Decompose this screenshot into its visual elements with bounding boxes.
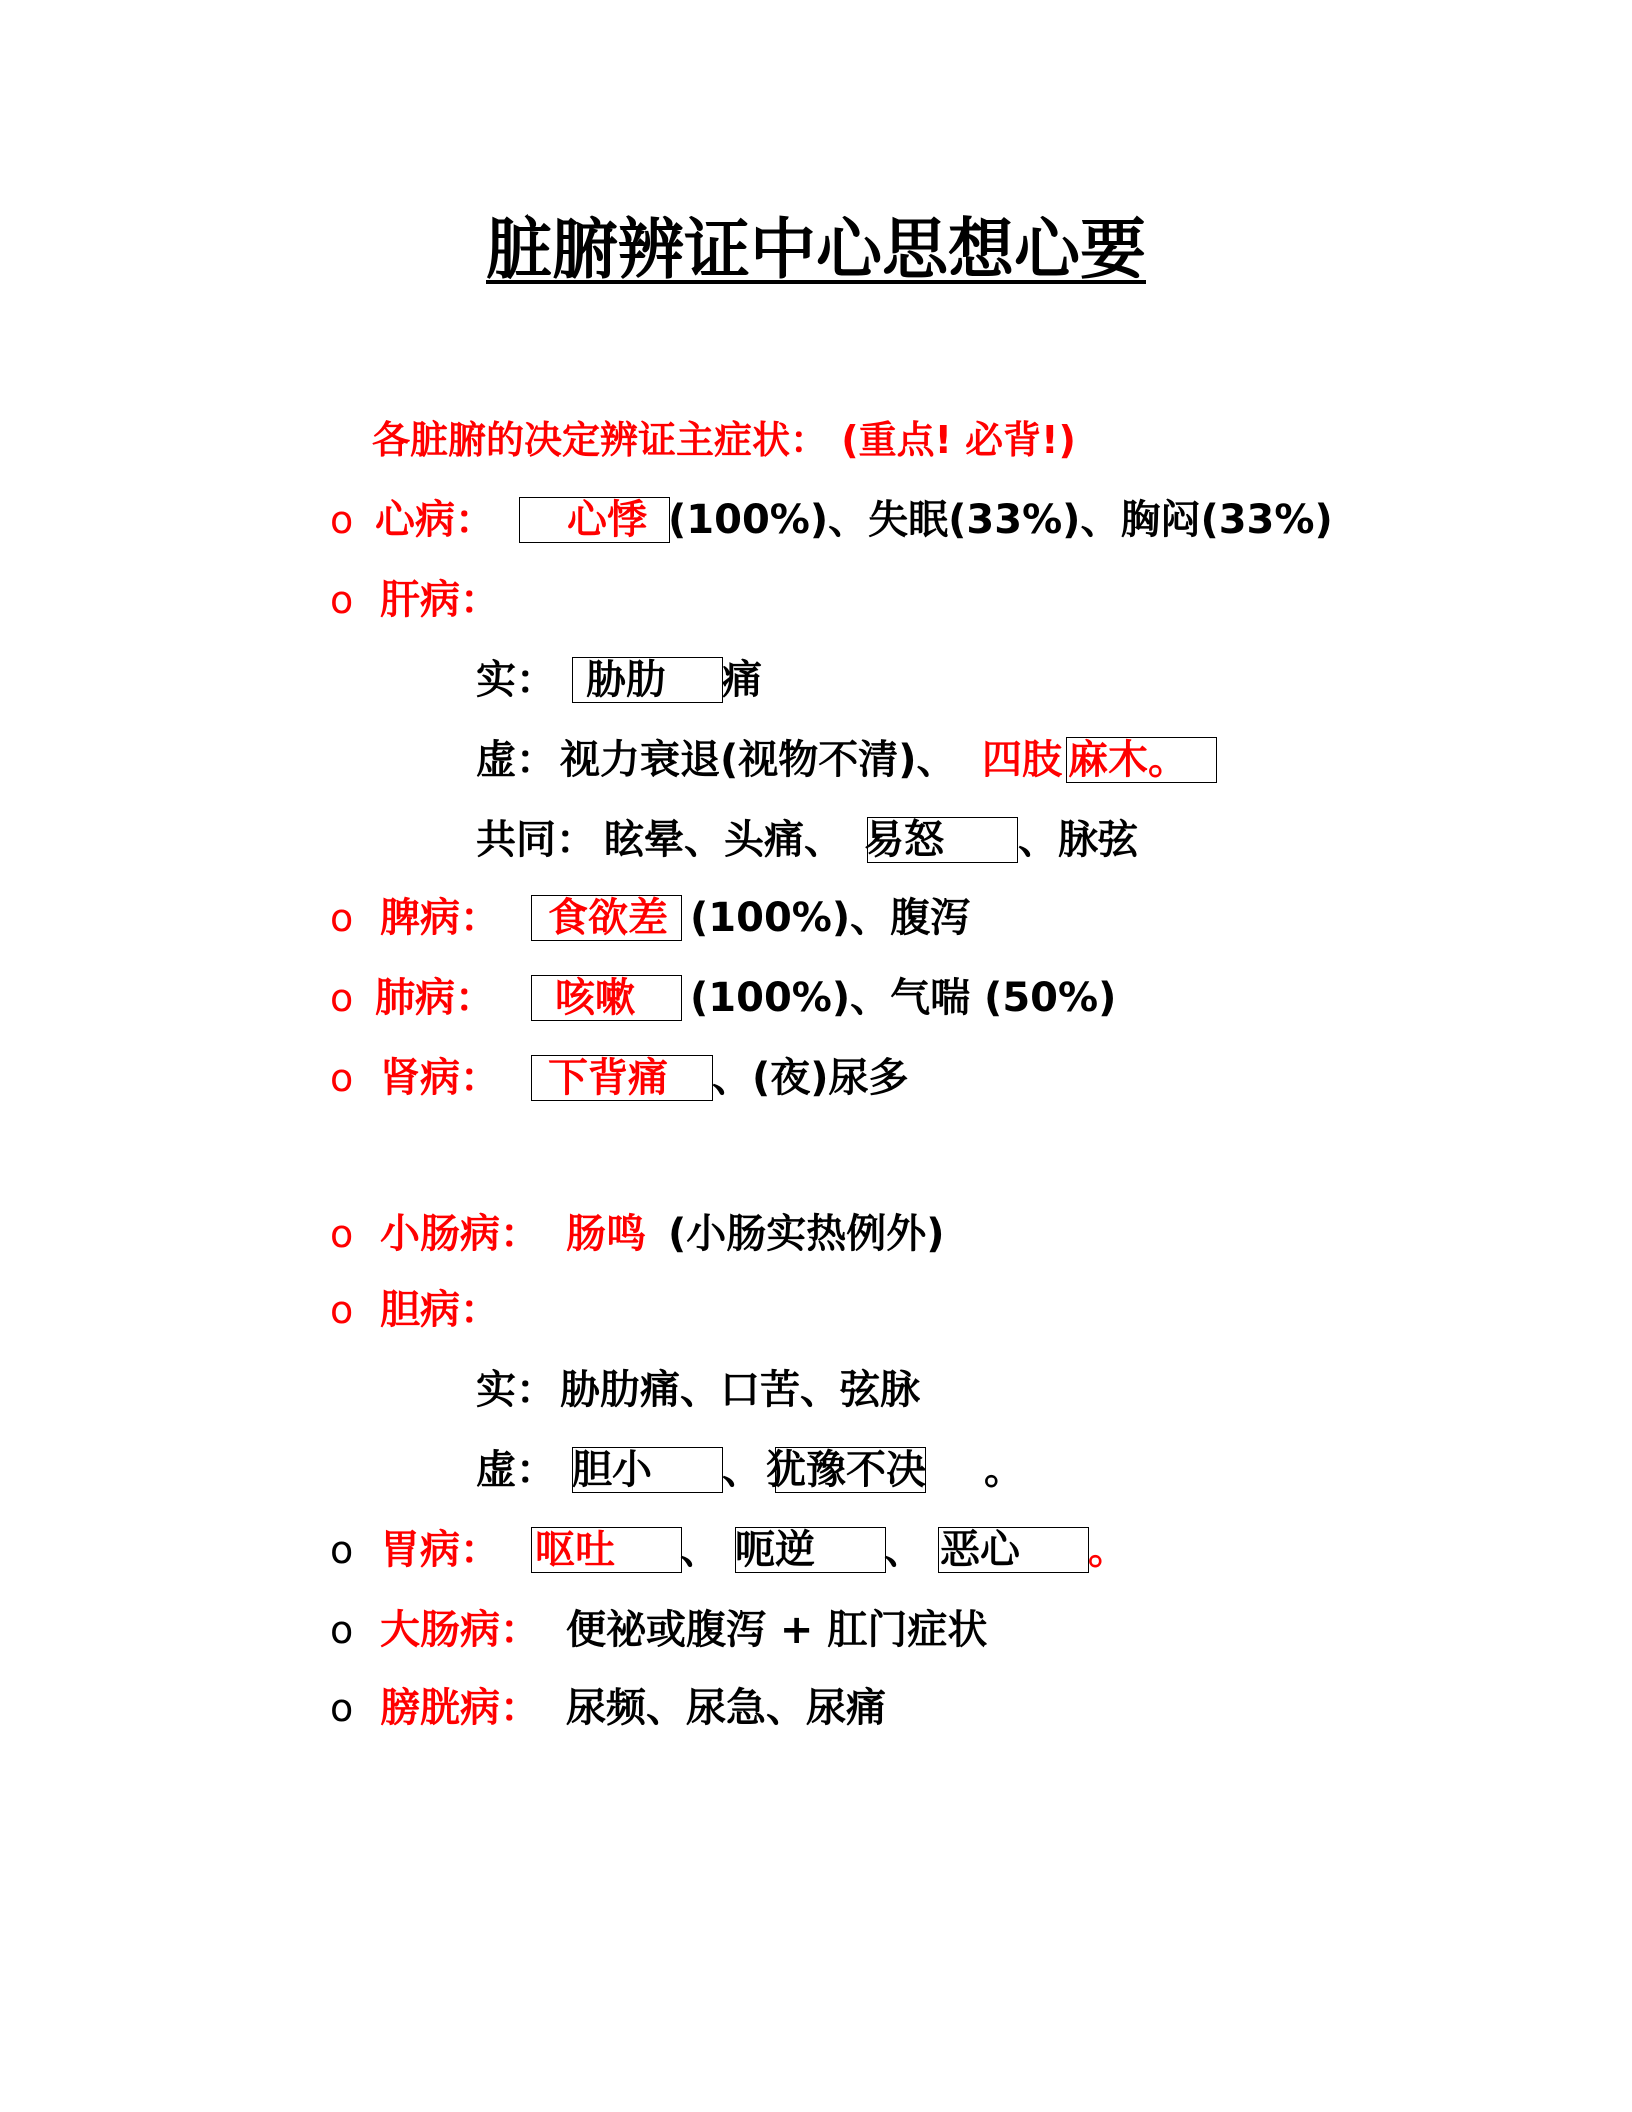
bullet-icon: o (330, 976, 354, 1020)
item-liver (0, 572, 1632, 628)
item-lung (0, 970, 1632, 1026)
gallbladder-deficiency-key2: 犹豫不决 (766, 1447, 926, 1493)
liver-excess-label: 实： (476, 657, 556, 703)
stomach-key3: 恶心 (940, 1527, 1020, 1573)
item-kidney (0, 1050, 1632, 1106)
liver-deficiency-red: 四肢 (982, 737, 1062, 783)
heart-label: 心病： (375, 497, 495, 543)
item-heart (0, 492, 1632, 548)
liver-deficiency-row (0, 732, 1632, 788)
bladder-label: 膀胱病： (380, 1685, 540, 1731)
liver-common-text: 眩晕、头痛、 (604, 817, 844, 863)
liver-common-key: 易怒 (864, 817, 944, 863)
stomach-sep2: 、 (884, 1527, 924, 1573)
small-intestine-label: 小肠病： (380, 1211, 540, 1257)
liver-excess-rest: 痛 (722, 657, 762, 703)
item-gallbladder (0, 1282, 1632, 1338)
lung-key-symptom: 咳嗽 (555, 975, 635, 1021)
stomach-sep1: 、 (680, 1527, 720, 1573)
stomach-end: 。 (1088, 1527, 1128, 1573)
kidney-key-symptom: 下背痛 (548, 1055, 668, 1101)
bullet-icon: o (330, 1608, 354, 1652)
liver-common-label: 共同： (476, 817, 596, 863)
item-stomach (0, 1522, 1632, 1578)
gallbladder-excess-text: 胁肋痛、口苦、弦脉 (560, 1367, 920, 1413)
liver-common-row (0, 812, 1632, 868)
item-bladder (0, 1680, 1632, 1736)
bullet-icon: o (330, 1212, 354, 1256)
gallbladder-excess-row (0, 1362, 1632, 1418)
small-intestine-key: 肠鸣 (566, 1211, 646, 1257)
heart-key-symptom: 心悸 (567, 497, 647, 543)
gallbladder-excess-label: 实： (476, 1367, 556, 1413)
kidney-other-symptoms: 、(夜)尿多 (712, 1055, 909, 1101)
bullet-icon: o (330, 498, 354, 542)
item-large-intestine (0, 1602, 1632, 1658)
gallbladder-deficiency-row (0, 1442, 1632, 1498)
gallbladder-deficiency-end: 。 (984, 1447, 1024, 1493)
section-heading: 各脏腑的决定辨证主症状： (重点! 必背!) (372, 418, 1076, 462)
spleen-label: 脾病： (380, 895, 500, 941)
liver-label: 肝病： (380, 577, 500, 623)
item-small-intestine (0, 1206, 1632, 1262)
liver-deficiency-text: 视力衰退(视物不清)、 (560, 737, 957, 783)
liver-deficiency-key: 麻木。 (1068, 737, 1188, 783)
liver-excess-row (0, 652, 1632, 708)
bullet-icon: o (330, 1528, 354, 1572)
kidney-label: 肾病： (380, 1055, 500, 1101)
liver-common-rest: 、脉弦 (1018, 817, 1138, 863)
spleen-other-symptoms: (100%)、腹泻 (690, 895, 971, 941)
liver-deficiency-label: 虚： (476, 737, 556, 783)
lung-label: 肺病： (375, 975, 495, 1021)
large-intestine-text: 便祕或腹泻 + 肛门症状 (566, 1607, 988, 1653)
gallbladder-deficiency-key1: 胆小 (572, 1447, 652, 1493)
stomach-label: 胃病： (380, 1527, 500, 1573)
page-title: 脏腑辨证中心思想心要 (486, 211, 1146, 288)
small-intestine-rest: (小肠实热例外) (668, 1211, 945, 1257)
large-intestine-label: 大肠病： (380, 1607, 540, 1653)
item-spleen (0, 890, 1632, 946)
bullet-icon: o (330, 578, 354, 622)
gallbladder-deficiency-sep: 、 (722, 1447, 762, 1493)
spleen-key-symptom: 食欲差 (548, 895, 668, 941)
gallbladder-deficiency-label: 虚： (476, 1447, 556, 1493)
heart-other-symptoms: (100%)、失眠(33%)、胸闷(33%) (668, 497, 1333, 543)
gallbladder-label: 胆病： (380, 1287, 500, 1333)
bullet-icon: o (330, 896, 354, 940)
bullet-icon: o (330, 1288, 354, 1332)
bullet-icon: o (330, 1056, 354, 1100)
liver-excess-key: 胁肋 (586, 657, 666, 703)
bladder-text: 尿频、尿急、尿痛 (566, 1685, 886, 1731)
bullet-icon: o (330, 1686, 354, 1730)
stomach-key2: 呃逆 (735, 1527, 815, 1573)
lung-other-symptoms: (100%)、气喘 (50%) (690, 975, 1117, 1021)
stomach-key1: 呕吐 (535, 1527, 615, 1573)
